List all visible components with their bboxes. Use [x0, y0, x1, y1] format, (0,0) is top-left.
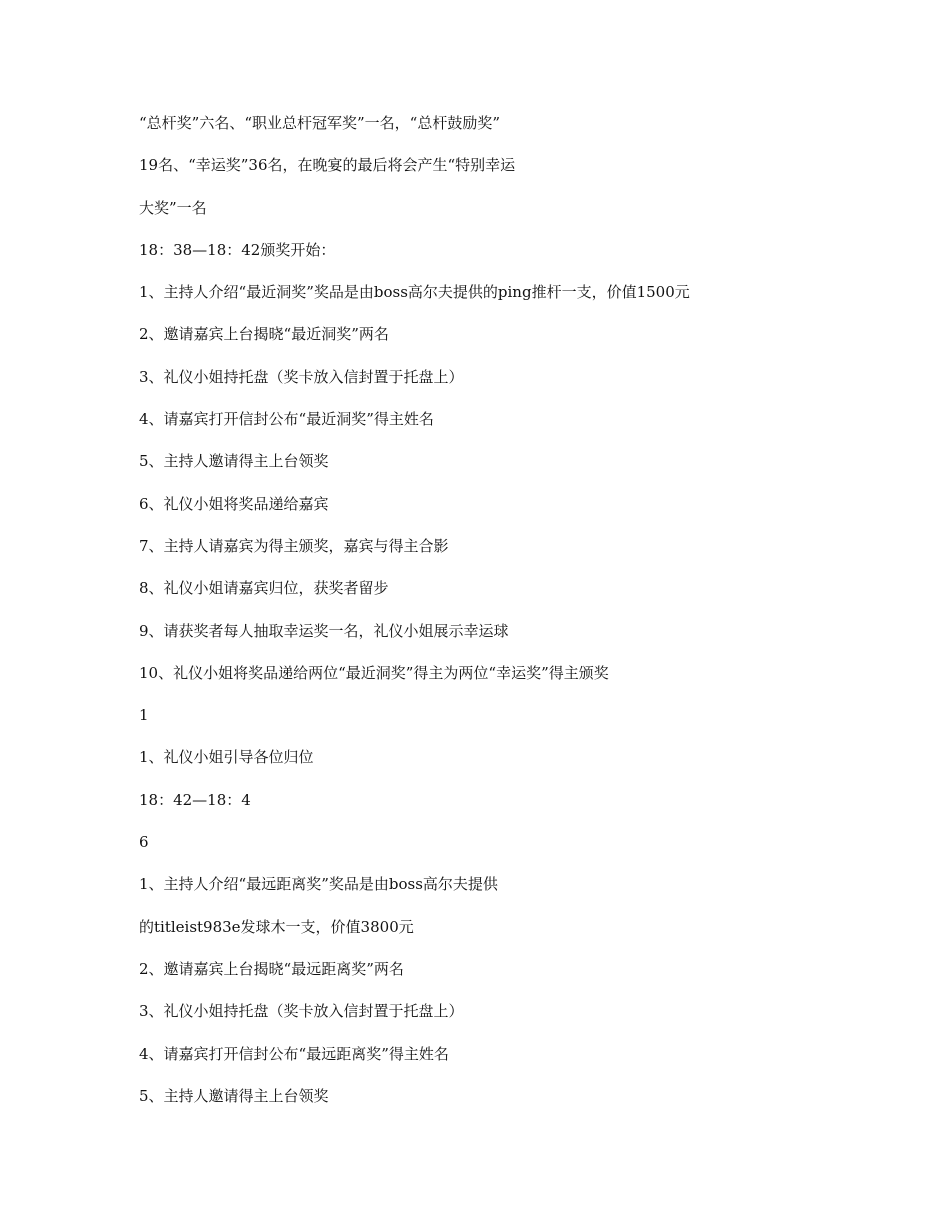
text-line: 大奖”一名: [139, 198, 207, 217]
text-line: 1、礼仪小姐引导各位归位: [139, 748, 314, 767]
text-line: 4、请嘉宾打开信封公布“最近洞奖”得主姓名: [139, 410, 434, 429]
text-line: 19名、“幸运奖”36名，在晚宴的最后将会产生“特别幸运: [139, 156, 516, 175]
text-line: 2、邀请嘉宾上台揭晓“最近洞奖”两名: [139, 325, 389, 344]
text-line: 18：38—18：42颁奖开始：: [139, 240, 336, 259]
text-line: 6、礼仪小姐将奖品递给嘉宾: [139, 494, 329, 513]
text-line: 3、礼仪小姐持托盘（奖卡放入信封置于托盘上）: [139, 1002, 464, 1021]
text-line: 1: [139, 706, 149, 725]
text-line: 4、请嘉宾打开信封公布“最远距离奖”得主姓名: [139, 1044, 449, 1063]
text-line: 1、主持人介绍“最近洞奖”奖品是由boss高尔夫提供的ping推杆一支，价值1500元: [139, 283, 690, 302]
text-line: 5、主持人邀请得主上台领奖: [139, 452, 329, 471]
document-body: [139, 112, 839, 1127]
text-line: 10、礼仪小姐将奖品递给两位“最近洞奖”得主为两位“幸运奖”得主颁奖: [139, 663, 609, 682]
text-line: “总杆奖”六名、“职业总杆冠军奖”一名，“总杆鼓励奖”: [139, 114, 501, 132]
text-line: 3、礼仪小姐持托盘（奖卡放入信封置于托盘上）: [139, 367, 464, 386]
text-line: 9、请获奖者每人抽取幸运奖一名，礼仪小姐展示幸运球: [139, 621, 509, 640]
text-line: 18：42—18：4: [139, 790, 251, 809]
text-line: 8、礼仪小姐请嘉宾归位，获奖者留步: [139, 579, 389, 598]
text-line: 7、主持人请嘉宾为得主颁奖，嘉宾与得主合影: [139, 536, 449, 555]
text-line: 5、主持人邀请得主上台领奖: [139, 1086, 329, 1105]
text-line: 6: [139, 833, 149, 852]
text-line: 2、邀请嘉宾上台揭晓“最远距离奖”两名: [139, 959, 404, 978]
text-line: 1、主持人介绍“最远距离奖”奖品是由boss高尔夫提供: [139, 875, 498, 894]
text-line: 的titleist983e发球木一支，价值3800元: [139, 917, 414, 936]
